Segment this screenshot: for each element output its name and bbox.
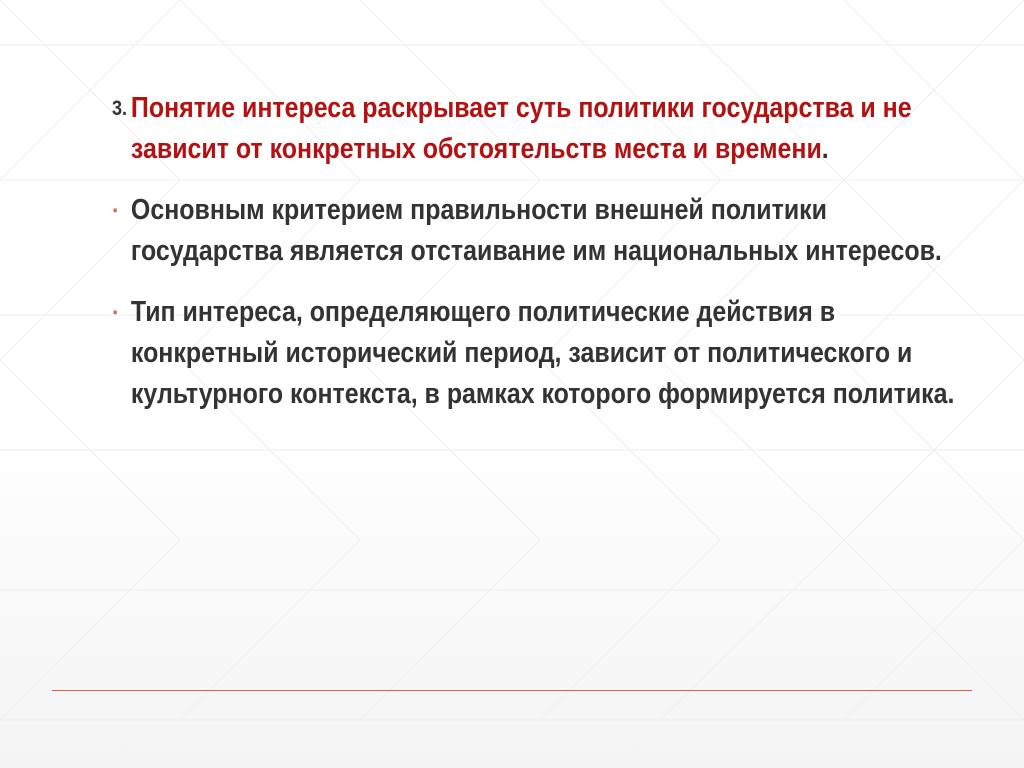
list-item-criterion [112, 190, 957, 272]
highlighted-statement: Понятие интереса раскрывает суть политики государства и не зависит от конкретных обстоятельств места и времени [130, 92, 912, 165]
footer-divider [52, 690, 972, 691]
square-bullet-icon: ▪ [112, 202, 118, 219]
square-bullet-icon: ▪ [112, 304, 118, 321]
bullet-text: Основным критерием правильности внешней политики государства является отстаивание им национальных интересов. [130, 194, 942, 267]
list-item-concept [112, 88, 957, 170]
bullet-text: Тип интереса, определяющего политические действия в конкретный исторический период, зависит от политического и культурного контекста, в рамках которого формируется политика. [130, 296, 955, 410]
slide-body [112, 88, 955, 435]
item-number: 3. [112, 97, 128, 120]
statement-ending: . [821, 133, 829, 165]
list-item-interest-type [112, 292, 957, 415]
